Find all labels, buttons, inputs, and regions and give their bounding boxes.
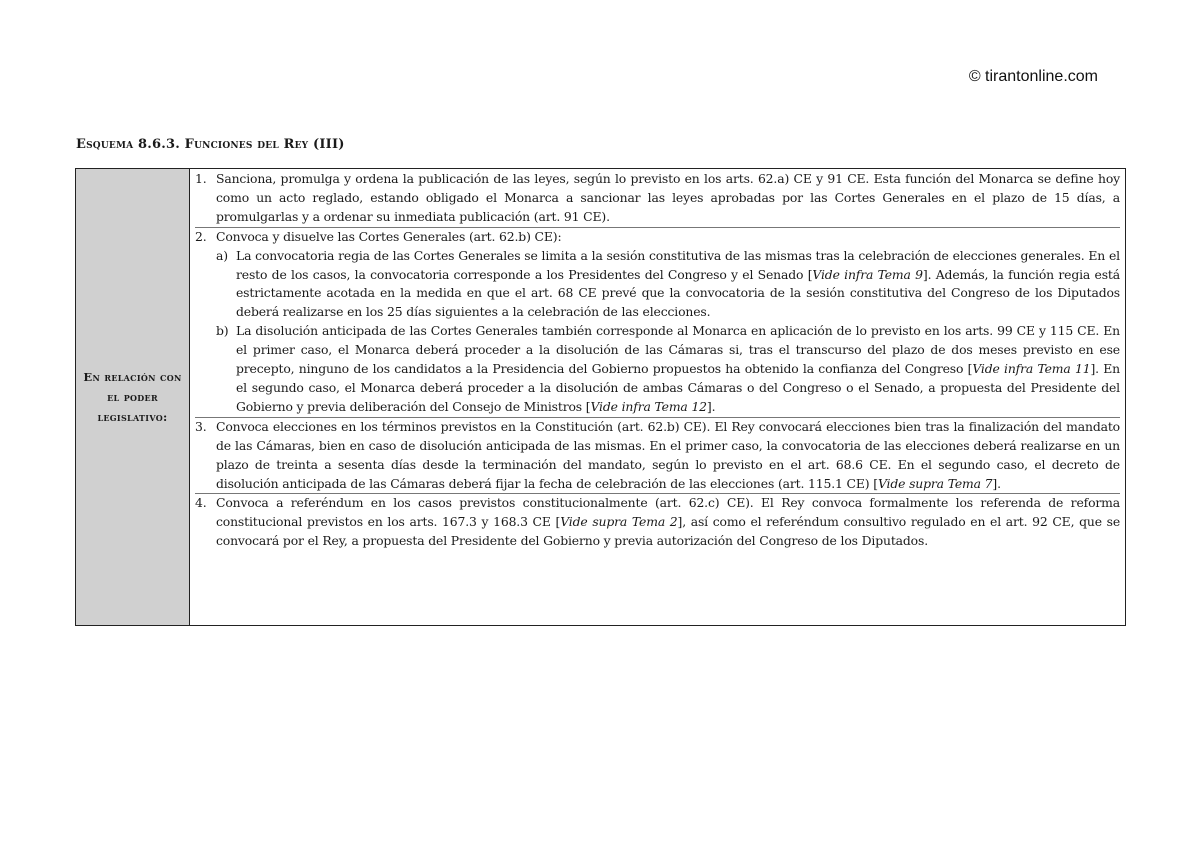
list-item xyxy=(195,228,1120,418)
item-number: 1. xyxy=(195,171,207,186)
sub-item xyxy=(216,247,1120,323)
sub-item-text: ]. Además, la función regia está estrictamente acotada en la medida en que el art. 68 CE prevé que la convocatoria de la sesión constitutiva del Congreso de los Diputados deberá realizarse en los 25 días siguientes a la celebración de las elecciones. xyxy=(236,266,1121,320)
list-item xyxy=(195,494,1120,551)
item-body xyxy=(216,228,1120,417)
sub-item-text: La convocatoria regia de las Cortes Generales se limita a la sesión constitutiva de las mismas tras la celebración de elecciones generales. En el resto de los casos, la convocatoria corresponde a los Presidentes del Congreso y el Senado [ xyxy=(236,247,1120,282)
item-text: Convoca y disuelve las Cortes Generales (art. 62.b) CE): xyxy=(216,228,562,244)
item-text: Convoca a referéndum en los casos previstos constitucionalmente (art. 62.c) CE). El Rey convoca formalmente los referenda de reforma constitucional previstos en los arts. 167.3 y 168.3 CE [ xyxy=(216,495,1120,530)
item-text: Sanciona, promulga y ordena la publicación de las leyes, según lo previsto en los arts. 62.a) CE y 91 CE. Esta función del Monarca se define hoy como un acto reglado, estando obligado el Monarca a sancionar las leyes aprobadas por las Cortes Generales en el plazo de 15 días, a promulgarlas y a ordenar su inmediata publicación (art. 91 CE). xyxy=(216,171,1120,224)
item-body xyxy=(216,494,1120,551)
item-number: 4. xyxy=(195,495,207,511)
item-body xyxy=(216,170,1120,227)
item-text: Convoca elecciones en los términos previstos en la Constitución (art. 62.b) CE). El Rey convocará elecciones bien tras la finalización del mandato de las Cámaras, bien en caso de disolución anticipada de las mismas. En el primer caso, la convocatoria de las elecciones deberá realizarse en un plazo de treinta a sesenta días desde la terminación del mandato, según lo previsto en el art. 68.6 CE. En el segundo caso, el decreto de disolución anticipada de las Cámaras deberá fijar la fecha de celebración de las elecciones (art. 115.1 CE) [ xyxy=(216,418,1120,491)
sub-item-body xyxy=(236,322,1120,417)
cross-reference: Vide infra Tema 12 xyxy=(590,398,707,414)
section-label: En relación con el poder legislativo: xyxy=(83,370,182,424)
sub-item-text: ]. xyxy=(706,398,716,414)
sub-item-body xyxy=(236,247,1120,323)
content-cell xyxy=(190,169,1125,625)
sub-item-text: La disolución anticipada de las Cortes Generales también corresponde al Monarca en aplicación de lo previsto en los arts. 99 CE y 115 CE. En el primer caso, el Monarca deberá proceder a la disolución de las Cámaras si, tras el transcurso del plazo de dos meses previsto en ese precepto, ninguno de los candidatos a la Presidencia del Gobierno propuestos ha obtenido la confianza del Congreso [ xyxy=(236,323,1120,377)
scheme-title: Esquema 8.6.3. Funciones del Rey (III) xyxy=(76,137,345,152)
scheme-table xyxy=(75,168,1126,626)
list-item xyxy=(195,170,1120,228)
sub-item xyxy=(216,322,1120,417)
cross-reference: Vide supra Tema 7 xyxy=(877,475,993,491)
list-item xyxy=(195,418,1120,495)
copyright-notice: © tirantonline.com xyxy=(968,68,1098,85)
sub-item-letter: b) xyxy=(216,323,229,339)
item-number: 3. xyxy=(195,418,207,434)
sub-item-letter: a) xyxy=(216,247,228,263)
item-body xyxy=(216,418,1120,494)
cross-reference: Vide infra Tema 9 xyxy=(812,266,923,282)
item-number: 2. xyxy=(195,228,207,244)
cross-reference: Vide infra Tema 11 xyxy=(972,361,1091,377)
sub-item-text: ]. En el segundo caso, el Monarca deberá proceder a la disolución de ambas Cámaras o del Congreso o el Senado, a propuesta del Presidente del Gobierno y previa deliberación del Consejo de Ministros [ xyxy=(236,361,1120,414)
cross-reference: Vide supra Tema 2 xyxy=(560,514,678,530)
item-text: ], así como el referéndum consultivo regulado en el art. 92 CE, que se convocará por el Rey, a propuesta del Presidente del Gobierno y previa autorización del Congreso de los Diputados. xyxy=(216,514,1121,549)
section-label-cell xyxy=(76,169,190,625)
item-text: ]. xyxy=(992,475,1001,491)
